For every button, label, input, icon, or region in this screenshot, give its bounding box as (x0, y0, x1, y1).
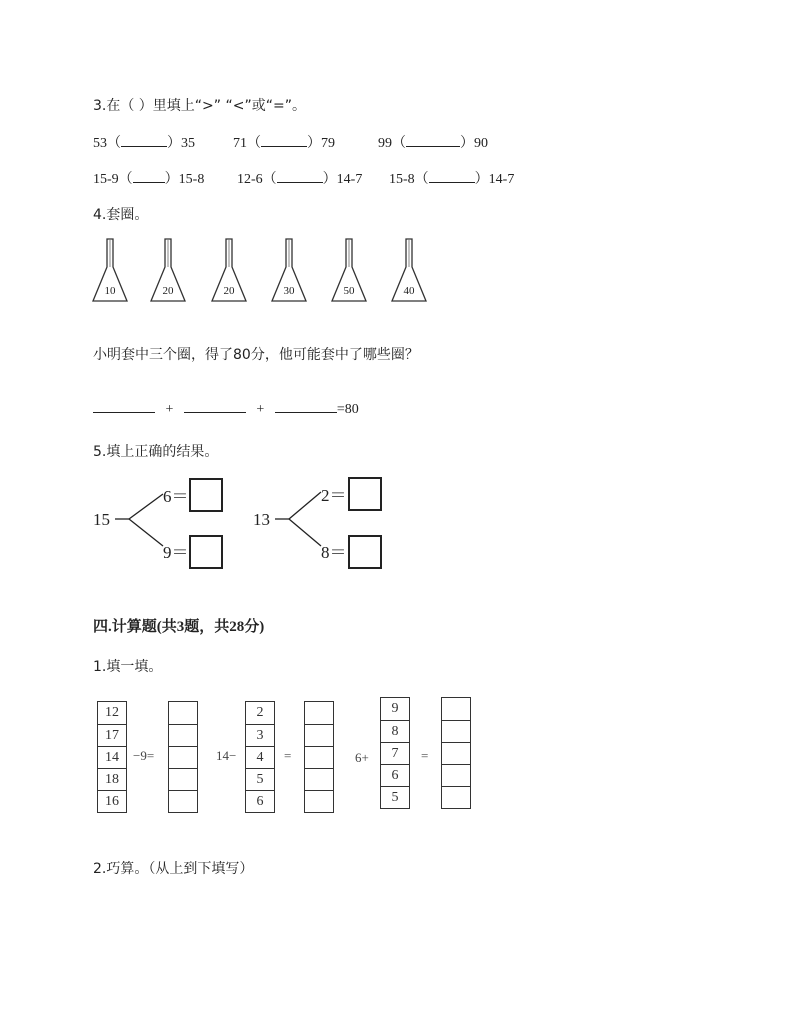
ring-pin-icon (90, 237, 130, 307)
answer-cell[interactable] (305, 724, 333, 747)
ring-pin-value: 30 (283, 285, 295, 297)
ring-pin-icon (148, 237, 188, 307)
q4-title: 4.套圈。 (93, 207, 149, 223)
number-cell: 8 (381, 720, 409, 743)
operation-label: −9= (133, 748, 155, 763)
answer-cell[interactable] (442, 698, 470, 720)
operation-label: 6+ (355, 750, 369, 765)
ring-pin-icon (329, 237, 369, 307)
number-cell: 17 (98, 724, 126, 747)
answer-cell[interactable] (169, 702, 197, 724)
answer-cell[interactable] (442, 764, 470, 787)
q5-title: 5.填上正确的结果。 (93, 444, 219, 460)
number-cell: 5 (246, 768, 274, 791)
answer-column (441, 697, 471, 809)
ring-pin-icon (389, 237, 429, 307)
s4-q2-title: 2.巧算。（从上到下填写） (93, 861, 254, 877)
ring-pin-value: 10 (104, 285, 116, 297)
number-cell: 6 (246, 790, 274, 813)
tree-branch-lines (115, 488, 165, 550)
answer-blank[interactable] (277, 170, 323, 183)
tree-bottom-equation: 9＝ (163, 543, 189, 562)
answer-cell[interactable] (169, 790, 197, 813)
answer-cell[interactable] (169, 746, 197, 769)
answer-cell[interactable] (169, 768, 197, 791)
number-cell: 5 (381, 786, 409, 809)
answer-box[interactable] (348, 535, 382, 569)
ring-pin-value: 20 (162, 285, 174, 297)
number-cell: 3 (246, 724, 274, 747)
number-cell: 12 (105, 705, 119, 720)
answer-cell[interactable] (442, 742, 470, 765)
answer-box[interactable] (348, 477, 382, 511)
ring-pin-value: 50 (343, 285, 355, 297)
number-cell: 16 (98, 790, 126, 813)
compare-item: 15-8（ ）14-7 (389, 172, 515, 187)
equals-label: = (421, 748, 429, 763)
number-column (380, 697, 410, 809)
answer-box[interactable] (189, 478, 223, 512)
answer-blank[interactable] (261, 134, 307, 147)
tree-bottom-equation: 8＝ (321, 543, 347, 562)
answer-cell[interactable] (169, 724, 197, 747)
q4-question: 小明套中三个圈，得了80分，他可能套中了哪些圈？ (93, 347, 419, 363)
q3-title: 3.在（ ）里填上“>” “<”或“=”。 (93, 98, 306, 114)
answer-cell[interactable] (442, 786, 470, 809)
ring-pin-icon (209, 237, 249, 307)
answer-cell[interactable] (305, 702, 333, 724)
answer-blank[interactable] (93, 400, 155, 413)
answer-blank[interactable] (406, 134, 460, 147)
compare-item: 71（ ）79 (233, 136, 335, 151)
number-cell: 4 (246, 746, 274, 769)
compare-item: 99（ ）90 (378, 136, 488, 151)
number-cell: 9 (391, 701, 399, 716)
number-column (97, 701, 127, 813)
answer-blank[interactable] (429, 170, 475, 183)
answer-cell[interactable] (305, 790, 333, 813)
answer-cell[interactable] (442, 720, 470, 743)
tree-top-equation: 6＝ (163, 487, 189, 506)
answer-blank[interactable] (121, 134, 167, 147)
number-column (245, 701, 275, 813)
equals-label: = (284, 748, 292, 763)
answer-blank[interactable] (133, 170, 165, 183)
answer-blank[interactable] (184, 400, 246, 413)
tree-branch-lines (275, 488, 325, 550)
answer-cell[interactable] (305, 768, 333, 791)
answer-box[interactable] (189, 535, 223, 569)
number-cell: 6 (381, 764, 409, 787)
compare-item: 12-6（ ）14-7 (237, 172, 363, 187)
number-cell: 18 (98, 768, 126, 791)
tree-top-equation: 2＝ (321, 486, 347, 505)
number-cell: 2 (256, 705, 264, 720)
number-cell: 14 (98, 746, 126, 769)
tree-root: 13 (253, 510, 270, 529)
ring-pin-value: 20 (223, 285, 235, 297)
q4-answer-line: + + =80 (93, 400, 359, 418)
answer-column (168, 701, 198, 813)
number-cell: 7 (381, 742, 409, 765)
s4-q1-title: 1.填一填。 (93, 659, 163, 675)
ring-pin-value: 40 (403, 285, 415, 297)
answer-blank[interactable] (275, 400, 337, 413)
compare-item: 53（ ）35 (93, 136, 195, 151)
answer-cell[interactable] (305, 746, 333, 769)
answer-column (304, 701, 334, 813)
operation-label: 14− (216, 748, 237, 763)
section-heading: 四.计算题(共3题，共28分) (93, 619, 265, 635)
tree-root: 15 (93, 510, 110, 529)
compare-item: 15-9（ ）15-8 (93, 172, 205, 187)
ring-pin-icon (269, 237, 309, 307)
